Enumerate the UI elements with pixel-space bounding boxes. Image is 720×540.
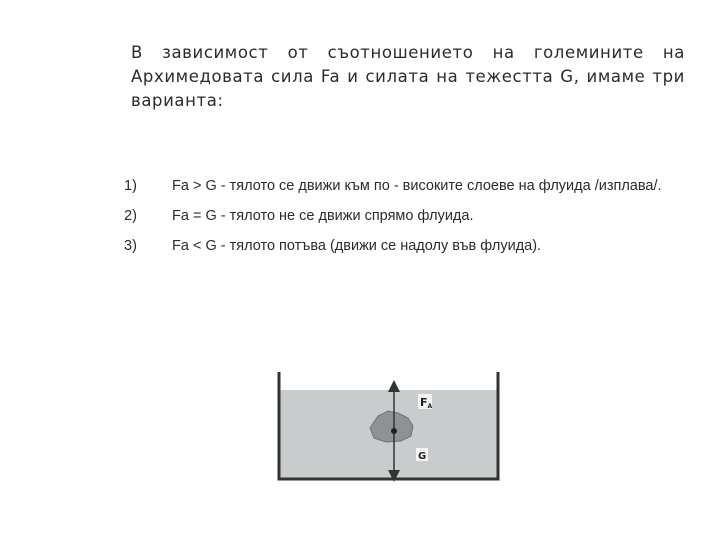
buoyancy-figure [270,370,506,482]
item-text: Fa > G - тялото се движи към по - високите слоеве на флуида /изплава/. [172,178,662,194]
item-text: Fa < G - тялото потъва (движи се надолу във флуида). [172,238,542,254]
list-item [124,175,714,197]
item-number: 3) [124,238,137,254]
intro-paragraph: В зависимост от съотношението на големините на Архимедовата сила Fa и силата на тежестта G, имаме три варианта: [131,43,685,110]
center-point [391,428,397,434]
list-item [124,205,714,227]
item-text: Fa = G - тялото не се движи спрямо флуида. [172,208,474,224]
item-number: 2) [124,208,137,224]
item-number: 1) [124,178,137,194]
list-item [124,235,714,257]
gravity-force-label: G [418,451,427,462]
variants-list [124,175,714,265]
buoyancy-force-label: FA [420,396,433,410]
